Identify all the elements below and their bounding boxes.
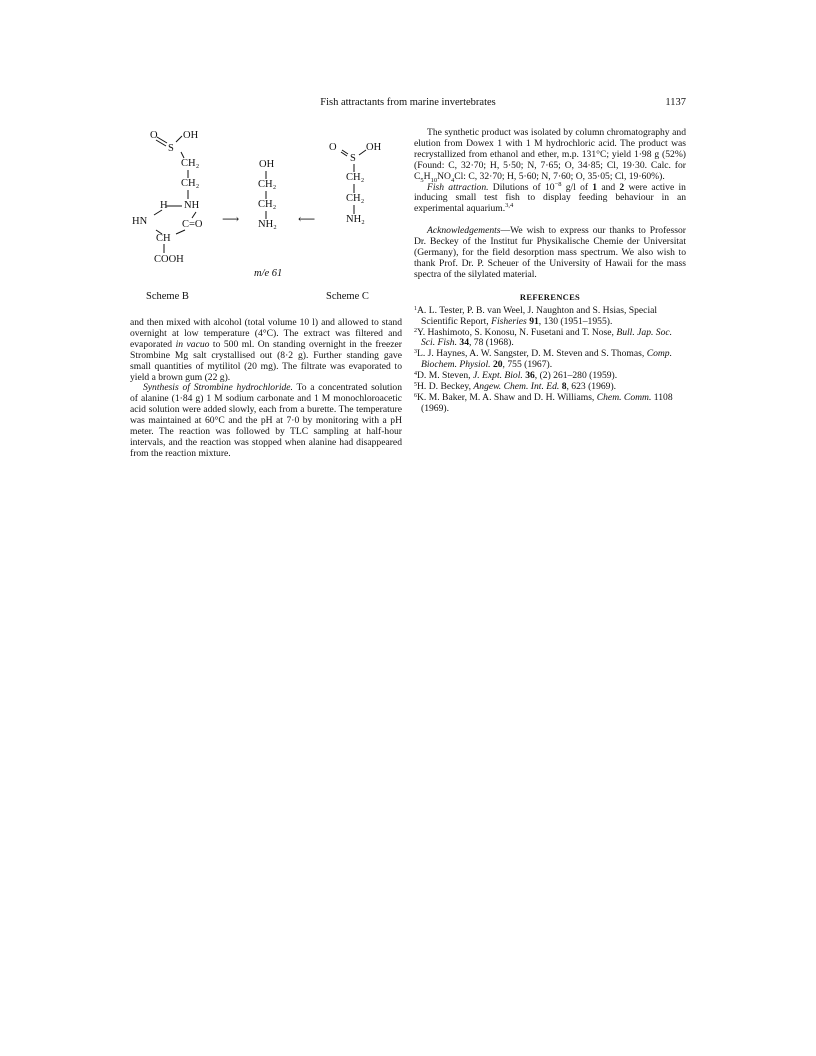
atom-nh2: NH₂ — [346, 214, 365, 225]
atom-h: H — [160, 200, 168, 211]
reference-item: $^2$Y. Hashimoto, S. Konosu, N. Fusetani and T. Nose, Bull. Jap. Soc. Sci. Fish. 34, 78 (1968). — [414, 326, 673, 349]
atom-ch2: CH₂ — [258, 179, 277, 190]
running-title: Fish attractants from marine invertebrates — [320, 97, 496, 108]
synthesis-paragraph: Synthesis of Strombine hydrochloride. To a concentrated solution of alanine (1·84 g) 1 M sodium carbonate and 1 M monochloroacetic acid solution were added slowly, each from a burette. The temperature was maintained at 60°C and the pH at 7·0 by monitoring with a pH meter. The reaction was followed by TLC sampling at half-hour intervals, and the reaction was stopped when alanine had disappeared from the reaction mixture. — [130, 382, 402, 459]
reference-item: $^1$A. L. Tester, P. B. van Weel, J. Naughton and S. Hsias, Special Scientific Report, Fisheries 91, 130 (1951–1955). — [414, 304, 658, 327]
reference-item: $^4$D. M. Steven, J. Expt. Biol. 36, (2) 261–280 (1959). — [414, 370, 618, 382]
mass-label: m/e 61 — [254, 268, 283, 279]
atom-s: S — [168, 143, 174, 154]
atom-cooh: COOH — [154, 254, 184, 265]
atom-hn: HN — [132, 216, 148, 227]
atom-nh: NH — [184, 200, 200, 211]
atom-c-eq-o: C=O — [182, 219, 203, 230]
atom-o: O — [150, 130, 158, 141]
atom-ch2: CH₂ — [346, 193, 365, 204]
atom-ch2: CH₂ — [181, 158, 200, 169]
atom-oh: OH — [183, 130, 199, 141]
atom-ch2: CH₂ — [346, 172, 365, 183]
atom-oh: OH — [366, 142, 382, 153]
isolation-paragraph: The synthetic product was isolated by column chromatography and elution from Dowex 1 with 1 M hydrochloric acid. The product was recrystallized from ethanol and ether, m.p. 131°C; yield 1·98 g (52%) (Found: C, 32·70; H, 5·50; N, 7·65; O, 34·85; Cl, 19·30. Calc. for $C_5H_{10}NO_4Cl$: C, 32·70; H, 5·60; N, 7·60; O, 35·05; Cl, 19·60%). — [414, 127, 686, 184]
arrow-right: ⟶ — [222, 212, 240, 226]
reference-item: $^3$L. J. Haynes, A. W. Sangster, D. M. Steven and S. Thomas, Comp. Biochem. Physiol. 20, 755 (1967). — [414, 348, 673, 371]
atom-ch2: CH₂ — [258, 199, 277, 210]
page-number: 1137 — [665, 97, 686, 108]
references-list — [414, 306, 686, 415]
right-column — [414, 128, 686, 415]
left-column — [130, 318, 402, 460]
reference-item: $^5$H. D. Beckey, Angew. Chem. Int. Ed. 8, 623 (1969). — [414, 381, 617, 393]
extraction-paragraph: and then mixed with alcohol (total volume 10 l) and allowed to stand overnight at low temperature (4°C). The extract was filtered and evaporated in vacuo to 500 ml. On standing overnight in the freezer Strombine Mg salt crystallised out (8·2 g). Further standing gave small quantities of mytilitol (20 mg). The filtrate was evaporated to yield a brown gum (22 g). — [130, 317, 402, 383]
scheme-b-label: Scheme B — [146, 291, 189, 302]
arrow-left: ⟵ — [298, 212, 316, 226]
fish-attraction-paragraph: Fish attraction. Dilutions of $10^{-8}$ g/l of 1 and 2 were active in inducing small test fish to display feeding behaviour in an experimental aquarium.$^{3,4}$ — [414, 180, 686, 215]
page-header — [130, 97, 686, 113]
atom-ch2: CH₂ — [181, 178, 200, 189]
atom-ch: CH — [156, 233, 171, 244]
atom-nh2: NH₂ — [258, 219, 277, 230]
references-heading: REFERENCES — [519, 291, 581, 302]
atom-oh: OH — [259, 159, 275, 170]
atom-s: S — [350, 153, 356, 164]
atom-o: O — [329, 142, 337, 153]
scheme-c-label: Scheme C — [326, 291, 369, 302]
reference-item: $^6$K. M. Baker, M. A. Shaw and D. H. Williams, Chem. Comm. 1108 (1969). — [414, 391, 673, 414]
acknowledgements-paragraph: Acknowledgements—We wish to express our thanks to Professor Dr. Beckey of the Institut fur Physikalische Chemie der Universitat (Germany), for the field desorption mass spectrum. We also wish to thank Prof. Dr. P. Scheuer of the University of Hawaii for the mass spectra of the silylated material. — [414, 225, 686, 280]
scheme-figure — [126, 118, 402, 318]
